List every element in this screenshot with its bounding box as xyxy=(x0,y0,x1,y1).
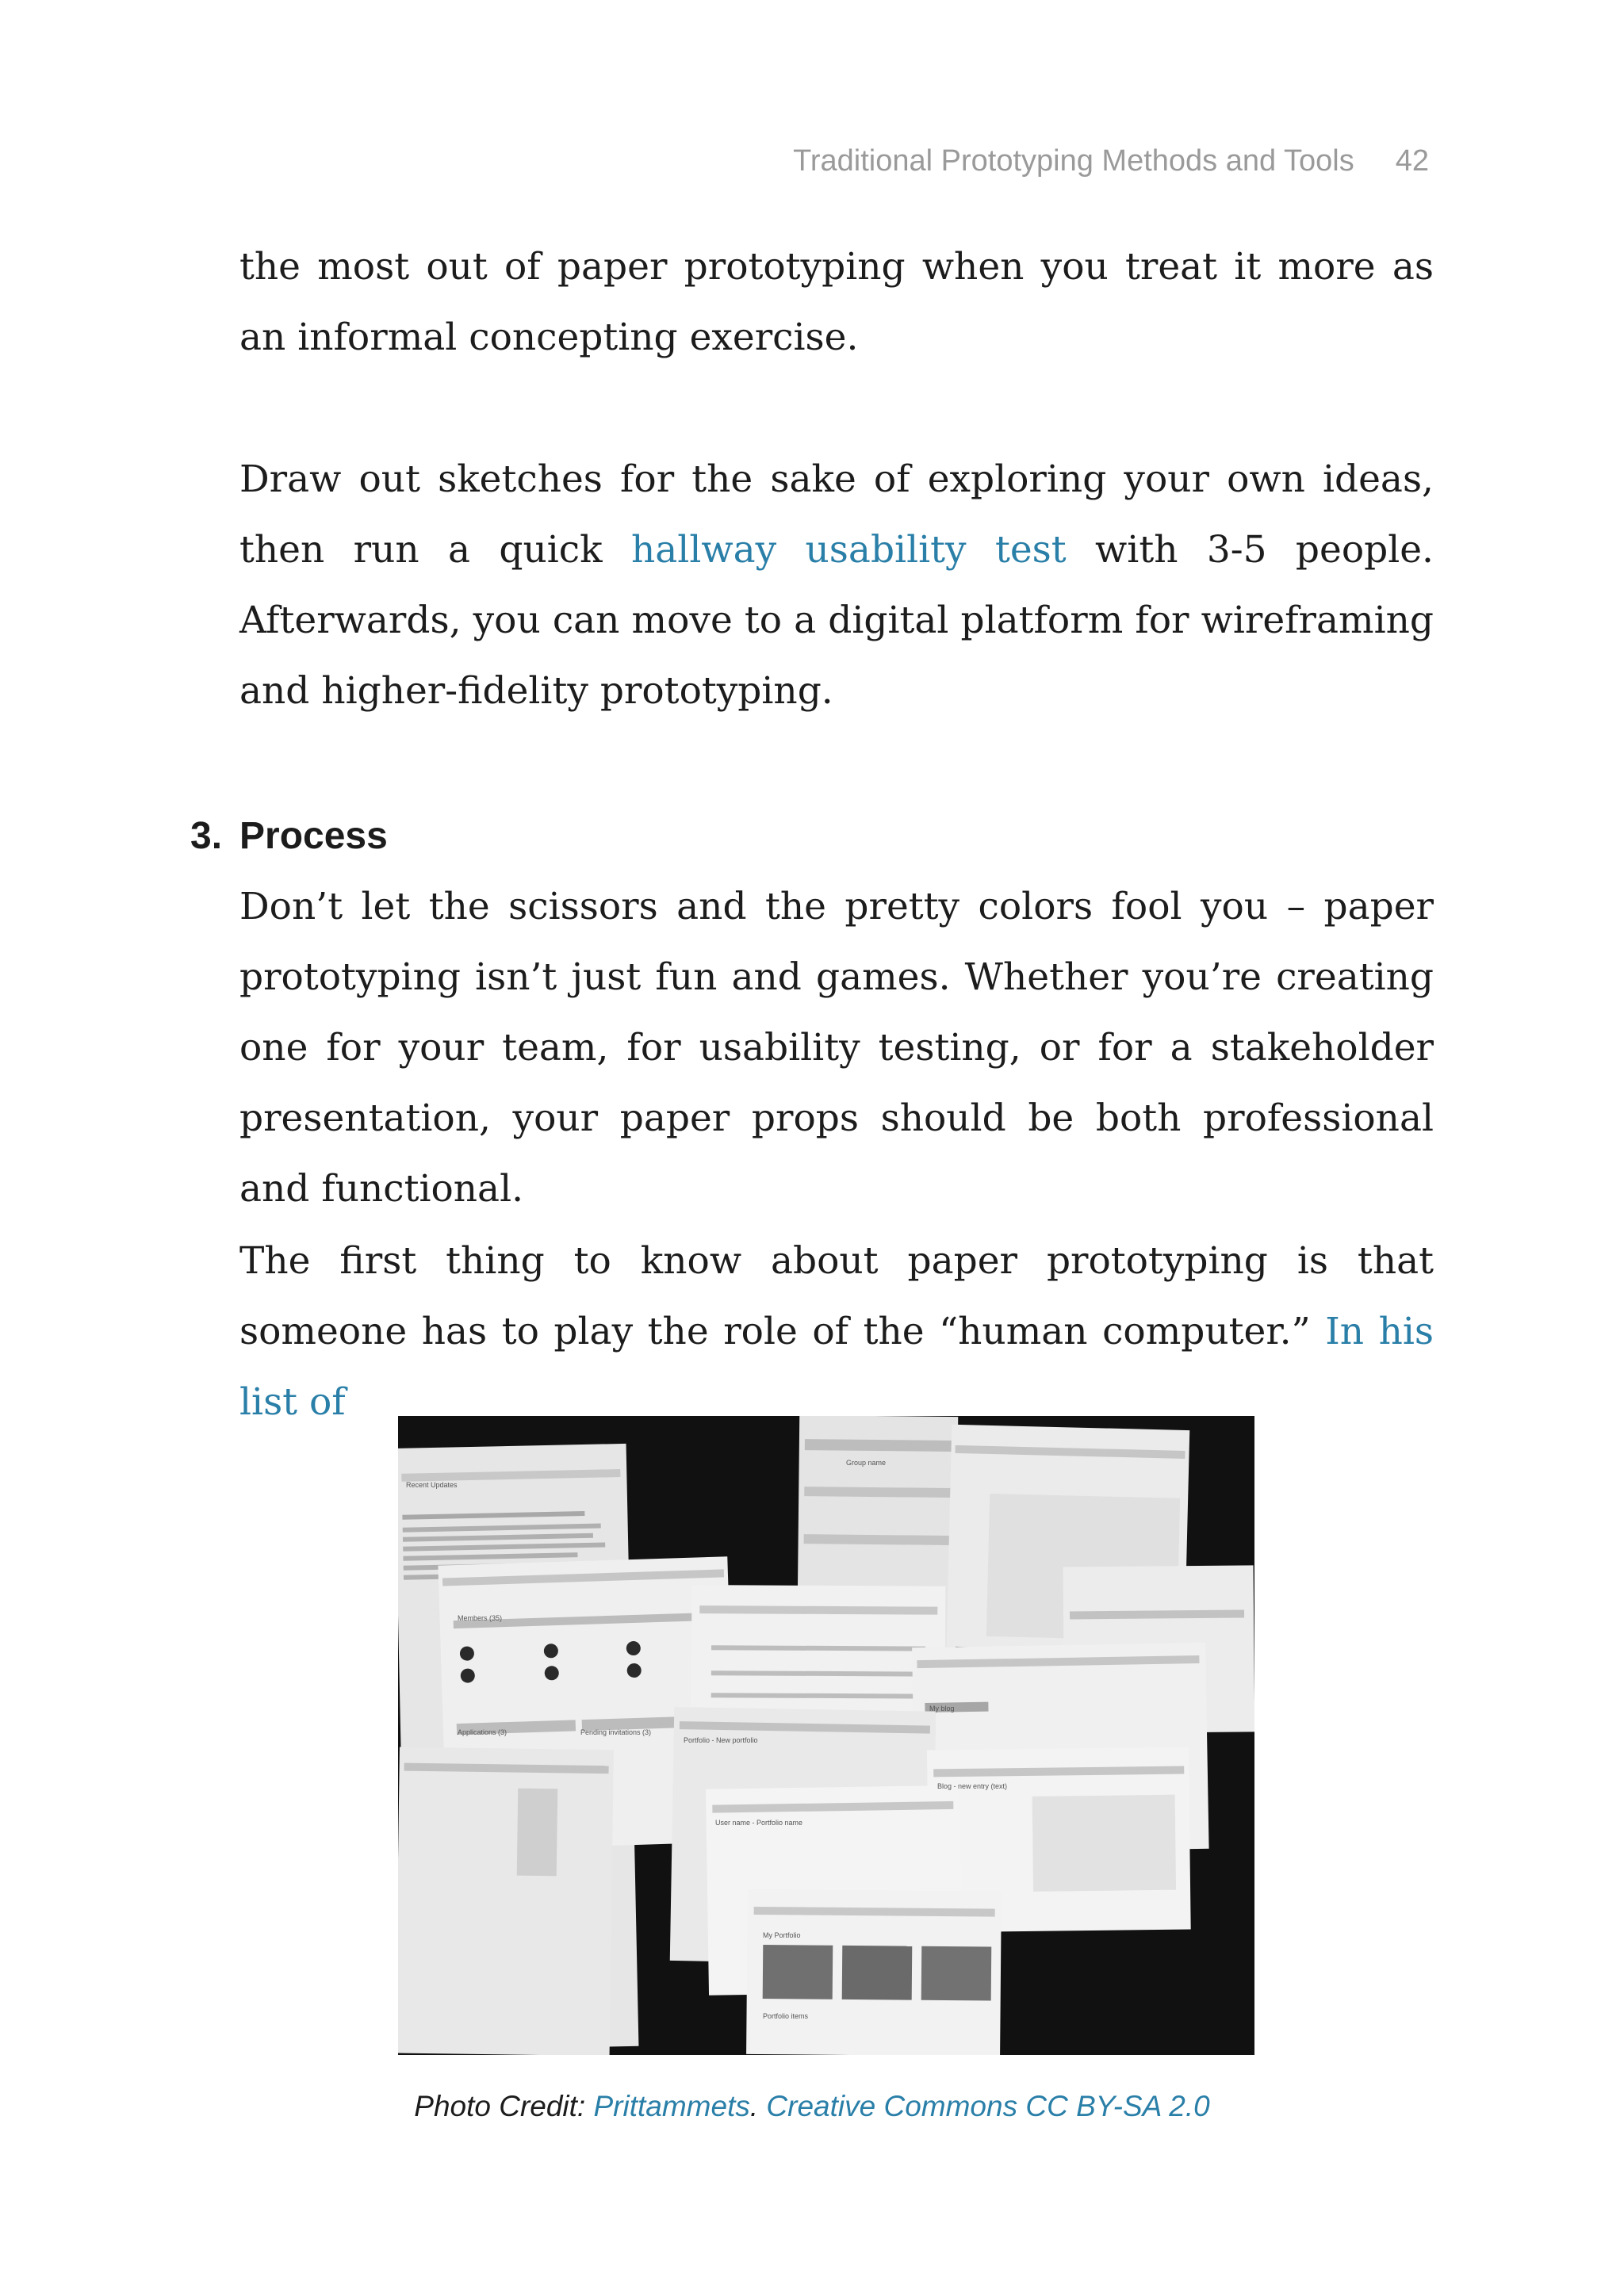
paper-prototypes-illustration xyxy=(398,1416,1254,2055)
paragraph-1 xyxy=(239,232,1434,373)
section-number: 3. xyxy=(190,815,223,857)
paragraph-1-text: the most out of paper prototyping when you treat it more as an informal concepting exercise. xyxy=(239,245,1434,359)
mockup-label-10: Portfolio items xyxy=(763,2012,809,2020)
paragraph-2-text-after: with 3-5 people. Afterwards, you can move to a digital platform for wireframing and higher-fidelity prototyping. xyxy=(239,528,1434,713)
in-his-list-of-link[interactable]: In his list of xyxy=(239,1310,1434,1424)
paragraph-2-text-before: Draw out sketches for the sake of exploring your own ideas, then run a quick xyxy=(239,457,1434,572)
mockup-label-5: My blog xyxy=(929,1705,955,1712)
mockup-label-7: Portfolio - New portfolio xyxy=(684,1736,758,1744)
hallway-usability-test-link[interactable]: hallway usability test xyxy=(631,528,1067,572)
running-title: Traditional Prototyping Methods and Tools xyxy=(793,144,1354,178)
paragraph-4 xyxy=(239,1226,1434,1437)
mockup-label-4: Pending invitations (3) xyxy=(580,1728,652,1736)
paragraph-3 xyxy=(239,871,1434,1224)
page-number: 42 xyxy=(1395,144,1429,178)
mockup-label-2: Members (35) xyxy=(458,1614,503,1622)
mockup-label-9: My Portfolio xyxy=(763,1931,801,1939)
mockup-label-6: Blog - new entry (text) xyxy=(937,1782,1008,1790)
mockup-label-0: Recent Updates xyxy=(406,1481,458,1489)
mockup-label-3: Applications (3) xyxy=(458,1728,508,1736)
mockup-label-8: User name - Portfolio name xyxy=(715,1819,803,1827)
photo-credit-link[interactable]: Prittammets xyxy=(593,2090,750,2122)
paper-prototypes-photo xyxy=(398,1416,1254,2055)
caption-prefix: Photo Credit: xyxy=(414,2090,594,2122)
paragraph-3-text: Don’t let the scissors and the pretty colors fool you – paper prototyping isn’t just fun and games. Whether you’re creating one for your team, for usability testing, or for a stakeholder presentation, your paper props should be both professional and functional. xyxy=(239,885,1434,1211)
license-link[interactable]: Creative Commons CC BY-SA 2.0 xyxy=(766,2090,1210,2122)
section-title: Process xyxy=(239,815,388,857)
caption-separator: . xyxy=(749,2090,767,2122)
running-header xyxy=(793,144,1429,178)
mockup-label-1: Group name xyxy=(846,1459,887,1467)
photo-caption xyxy=(0,2090,1624,2123)
paragraph-2 xyxy=(239,444,1434,726)
paragraph-4-text: The first thing to know about paper prototyping is that someone has to play the role of the “human computer.” xyxy=(239,1239,1434,1353)
section-heading xyxy=(190,801,388,871)
